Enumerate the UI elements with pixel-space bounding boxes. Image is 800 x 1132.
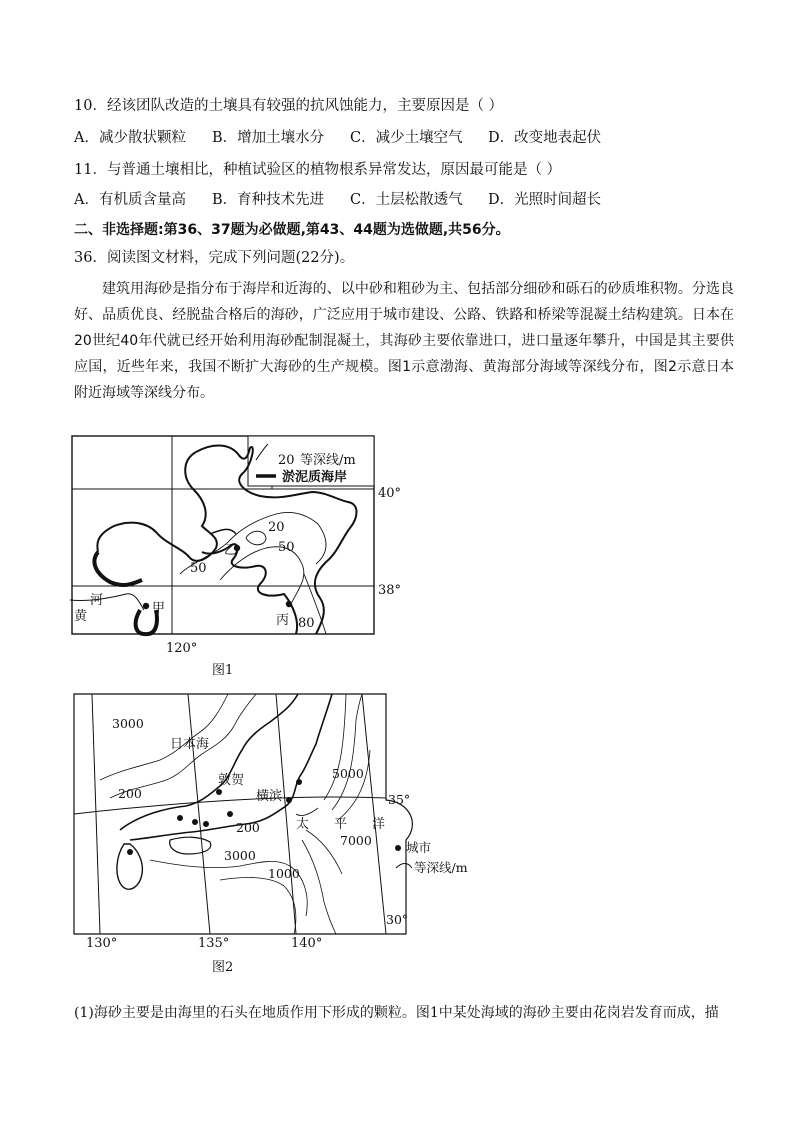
fig2-city-dunhe: 敦贺 xyxy=(218,773,245,788)
fig2-sea-japan: 日本海 xyxy=(170,737,210,752)
fig2-pacific-3: 洋 xyxy=(372,817,386,832)
fig1-river-huang: 黄 xyxy=(74,609,88,624)
fig2-city-hengbin: 横滨 xyxy=(256,789,283,804)
fig2-pacific-2: 平 xyxy=(334,817,348,832)
q11-option-b: B．育种技术先进 xyxy=(212,192,325,208)
fig1-label-50a: 50 xyxy=(278,540,295,555)
fig2-depth-3000b: 3000 xyxy=(224,848,256,863)
fig1-legend-contour: 等深线/m xyxy=(300,453,356,468)
figure-1-map xyxy=(70,434,480,640)
section-2-heading: 二、非选择题:第36、37题为必做题,第43、44题为选做题,共56分。 xyxy=(74,222,510,238)
fig1-legend-contour-value: 20 xyxy=(278,453,295,468)
q36-sub1: (1)海砂主要是由海里的石头在地质作用下形成的颗粒。图1中某处海域的海砂主要由花岗岩发育而成，描 xyxy=(74,1005,719,1021)
fig1-place-jia: 甲 xyxy=(152,601,166,616)
fig2-depth-5000: 5000 xyxy=(332,766,364,781)
q11-option-a: A．有机质含量高 xyxy=(74,192,186,208)
fig2-depth-200a: 200 xyxy=(118,786,142,801)
q11-option-c: C．土层松散透气 xyxy=(350,192,463,208)
fig2-depth-3000a: 3000 xyxy=(112,716,144,731)
fig1-lon-120: 120° xyxy=(166,641,198,656)
fig1-legend-coast: 淤泥质海岸 xyxy=(282,470,348,485)
fig2-legend-contour: 等深线/m xyxy=(414,860,468,875)
fig2-lon-140: 140° xyxy=(291,936,323,951)
fig1-label-50b: 50 xyxy=(190,561,207,576)
fig2-lon-130: 130° xyxy=(86,936,118,951)
q10-options xyxy=(74,128,601,148)
fig1-place-bing: 丙 xyxy=(276,613,290,628)
q10-option-c: C．减少土壤空气 xyxy=(350,130,463,146)
figure-2-map xyxy=(70,690,490,935)
q10-option-d: D．改变地表起伏 xyxy=(488,130,602,146)
fig2-lon-135: 135° xyxy=(198,936,230,951)
q36-material: 建筑用海砂是指分布于海岸和近海的、以中砂和粗砂为主、包括部分细砂和砾石的砂质堆积物。分选良好、品质优良、经脱盐合格后的海砂，广泛应用于城市建设、公路、铁路和桥梁等混凝土结构建筑。日本在20世纪40年代就已经开始利用海砂配制混凝土，其海砂主要依靠进口，进口量逐年攀升，中国是其主要供应国，近些年来，我国不断扩大海砂的生产规模。图1示意渤海、黄海部分海域等深线分布，图2示意日本附近海域等深线分布。 xyxy=(74,281,734,401)
fig1-place-yi: 乙 xyxy=(224,543,238,558)
fig2-depth-200b: 200 xyxy=(236,820,260,835)
fig1-label-80: 80 xyxy=(298,616,315,631)
fig2-lat-30: 30° xyxy=(386,912,409,927)
fig2-depth-1000: 1000 xyxy=(268,866,300,881)
fig2-caption: 图2 xyxy=(212,960,234,975)
q10-stem: 10．经该团队改造的土壤具有较强的抗风蚀能力，主要原因是（ ） xyxy=(74,98,504,114)
fig1-caption: 图1 xyxy=(212,663,234,678)
q10-option-a: A．减少散状颗粒 xyxy=(74,130,186,146)
fig2-pacific-1: 太 xyxy=(296,817,310,832)
fig2-lat-35: 35° xyxy=(388,792,411,807)
q11-option-d: D．光照时间超长 xyxy=(488,192,602,208)
fig1-lat-38: 38° xyxy=(378,583,402,598)
fig1-river-he: 河 xyxy=(90,593,104,608)
q11-stem: 11．与普通土壤相比，种植试验区的植物根系异常发达，原因最可能是（ ） xyxy=(74,162,562,178)
fig2-legend-city: 城市 xyxy=(406,840,432,855)
q10-option-b: B．增加土壤水分 xyxy=(212,130,325,146)
q11-options xyxy=(74,190,601,210)
fig2-depth-7000: 7000 xyxy=(340,833,372,848)
q36-stem: 36．阅读图文材料，完成下列问题(22分)。 xyxy=(74,250,355,266)
fig1-lat-40: 40° xyxy=(378,486,402,501)
fig1-label-20: 20 xyxy=(268,520,285,535)
